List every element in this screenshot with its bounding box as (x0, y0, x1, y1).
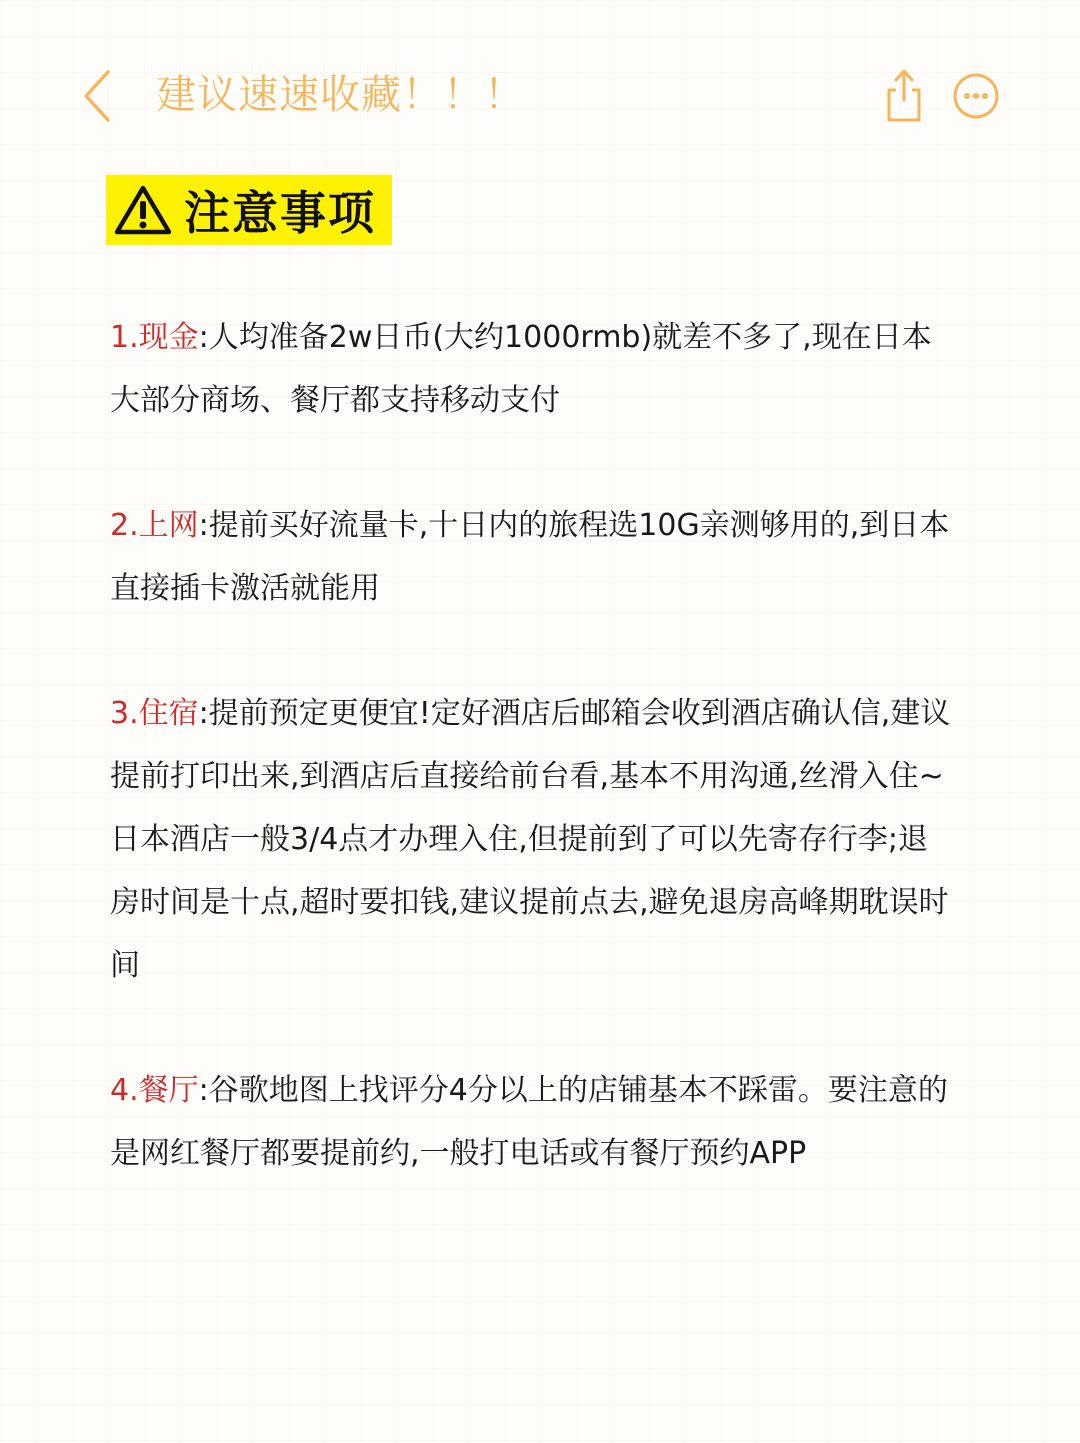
top-nav-bar (0, 50, 1080, 140)
tip-item-hotel (110, 682, 955, 997)
tip-label: 1.现金 (110, 320, 199, 355)
tip-text: :人均准备2w日币(大约1000rmb)就差不多了,现在日本大部分商场、餐厅都支持移动支付 (110, 320, 932, 418)
tip-label: 4.餐厅 (110, 1073, 199, 1108)
more-button[interactable] (952, 72, 1000, 120)
back-button[interactable] (78, 68, 118, 124)
tip-item-cash (110, 306, 955, 432)
section-header (106, 175, 392, 245)
tip-label: 3.住宿 (110, 696, 199, 731)
tip-text: :提前买好流量卡,十日内的旅程选10G亲测够用的,到日本直接插卡激活就能用 (110, 508, 950, 606)
tip-item-internet (110, 494, 955, 620)
share-icon (882, 66, 926, 124)
section-title: 注意事项 (184, 186, 376, 240)
warning-icon (114, 184, 172, 236)
tip-item-restaurant (110, 1059, 955, 1185)
tip-text: :提前预定更便宜!定好酒店后邮箱会收到酒店确认信,建议提前打印出来,到酒店后直接给前台看,基本不用沟通,丝滑入住~ (110, 696, 951, 794)
tip-paragraph (110, 682, 955, 808)
tip-text: :谷歌地图上找评分4分以上的店铺基本不踩雷。要注意的是网红餐厅都要提前约,一般打电话或有餐厅预约APP (110, 1073, 948, 1171)
share-button[interactable] (882, 66, 926, 124)
nav-title: 建议速速收藏！！！ (156, 72, 525, 118)
tip-text: 日本酒店一般3/4点才办理入住,但提前到了可以先寄存行李;退房时间是十点,超时要扣钱,建议提前点去,避免退房高峰期耽误时间 (110, 822, 949, 983)
tip-paragraph (110, 808, 955, 997)
tips-list (110, 306, 955, 1185)
tip-label: 2.上网 (110, 508, 199, 543)
chevron-left-icon (78, 68, 118, 124)
more-icon (952, 72, 1000, 120)
